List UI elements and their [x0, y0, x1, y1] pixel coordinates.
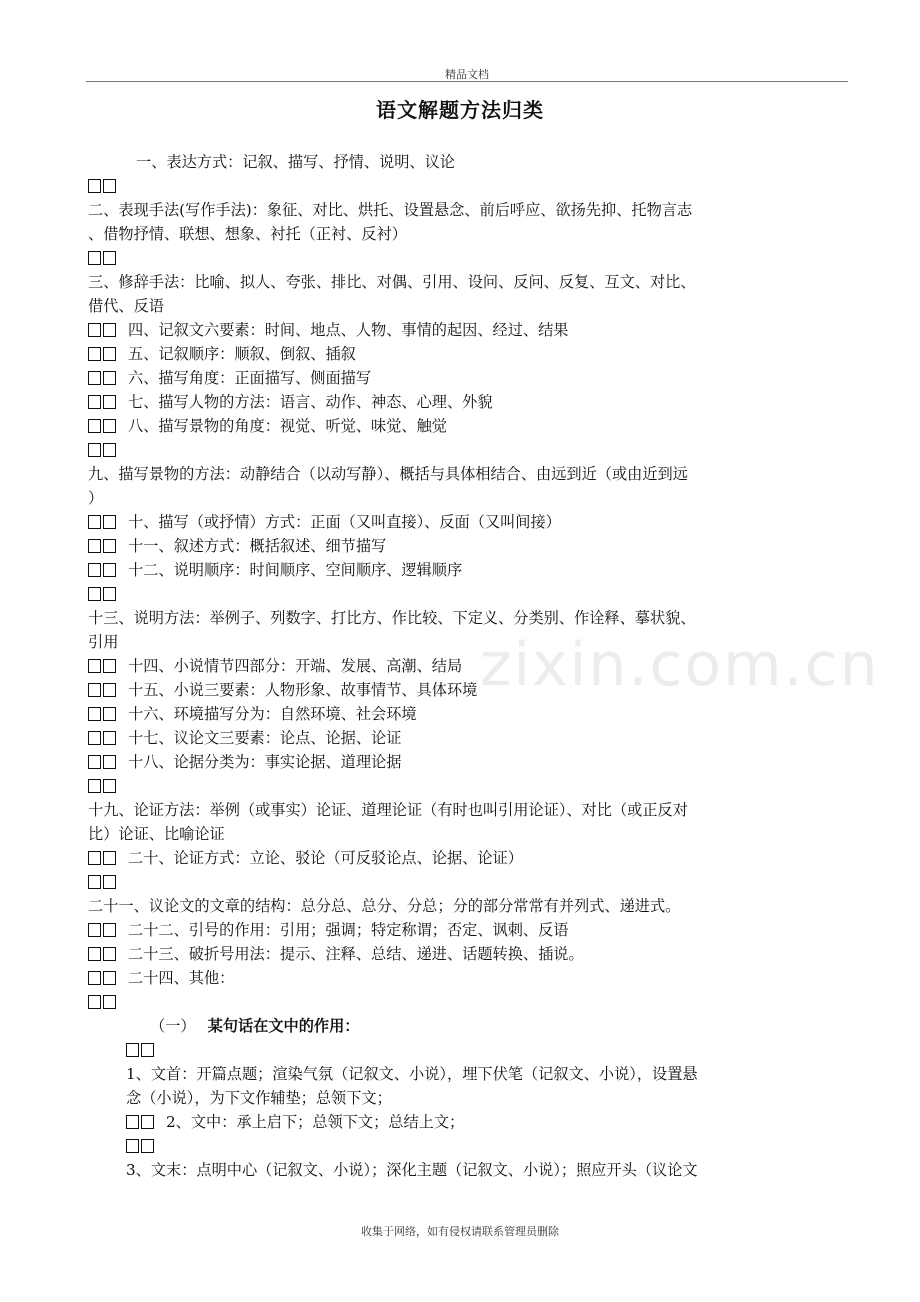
- empty-box-icon: [103, 779, 116, 793]
- empty-box-icon: [103, 347, 116, 361]
- list-item: 二十三、破折号用法：提示、注释、总结、递进、话题转换、插说。: [88, 942, 836, 966]
- empty-box-icon: [88, 539, 101, 553]
- page-footer: 收集于网络，如有侵权请联系管理员删除: [361, 1225, 559, 1238]
- empty-box-icon: [88, 755, 101, 769]
- empty-box-icon: [88, 563, 101, 577]
- empty-box-icon: [88, 419, 101, 433]
- empty-box-icon: [103, 971, 116, 985]
- list-item: 八、描写景物的角度：视觉、听觉、味觉、触觉: [88, 414, 836, 438]
- empty-box-icon: [103, 419, 116, 433]
- empty-box-icon: [88, 395, 101, 409]
- list-item: 十五、小说三要素：人物形象、故事情节、具体环境: [88, 678, 836, 702]
- empty-box-icon: [103, 683, 116, 697]
- empty-box-icon: [88, 779, 101, 793]
- list-item: 二十、论证方式：立论、驳论（可反驳论点、论据、论证）: [88, 846, 836, 870]
- empty-box-icon: [103, 587, 116, 601]
- list-item: 二、表现手法(写作手法)：象征、对比、烘托、设置悬念、前后呼应、欲扬先抑、托物言志: [88, 201, 693, 219]
- list-item: 四、记叙文六要素：时间、地点、人物、事情的起因、经过、结果: [88, 318, 836, 342]
- box-marker-row: [88, 246, 836, 270]
- empty-box-icon: [103, 947, 116, 961]
- page-header: 精品文档: [445, 68, 489, 81]
- list-item: 六、描写角度：正面描写、侧面描写: [88, 366, 836, 390]
- list-item: 十四、小说情节四部分：开端、发展、高潮、结局: [88, 654, 836, 678]
- empty-box-icon: [88, 323, 101, 337]
- box-marker-row: [88, 438, 836, 462]
- list-item: 十、描写（或抒情）方式：正面（又叫直接）、反面（又叫间接）: [88, 510, 836, 534]
- list-item: 一、表达方式：记叙、描写、抒情、说明、议论: [136, 153, 455, 171]
- empty-box-icon: [103, 923, 116, 937]
- empty-box-icon: [103, 659, 116, 673]
- empty-box-icon: [103, 563, 116, 577]
- box-marker-row: [88, 774, 836, 798]
- watermark: zixin.com.cn: [480, 630, 880, 700]
- list-item: 十一、叙述方式：概括叙述、细节描写: [88, 534, 836, 558]
- list-item: 十七、议论文三要素：论点、论据、论证: [88, 726, 836, 750]
- list-item: 3、文末：点明中心（记叙文、小说）；深化主题（记叙文、小说）；照应开头（议论文: [126, 1161, 698, 1179]
- empty-box-icon: [88, 371, 101, 385]
- box-marker-row: [126, 1038, 838, 1062]
- empty-box-icon: [88, 683, 101, 697]
- empty-box-icon: [103, 539, 116, 553]
- list-item: 二十一、议论文的文章的结构：总分总、总分、分总；分的部分常常有并列式、递进式。: [88, 897, 681, 915]
- box-marker-row: [88, 174, 836, 198]
- list-item: 十三、说明方法：举例子、列数字、打比方、作比较、下定义、分类别、作诠释、摹状貌、: [88, 609, 696, 627]
- empty-box-icon: [88, 443, 101, 457]
- empty-box-icon: [103, 755, 116, 769]
- box-marker-row: [88, 870, 836, 894]
- empty-box-icon: [88, 179, 101, 193]
- subsection-heading: （一） 某句话在文中的作用：: [150, 1017, 360, 1035]
- empty-box-icon: [88, 971, 101, 985]
- list-item: 五、记叙顺序：顺叙、倒叙、插叙: [88, 342, 836, 366]
- empty-box-icon: [126, 1043, 139, 1057]
- header-rule: [86, 81, 848, 82]
- empty-box-icon: [126, 1115, 139, 1129]
- list-item: ）: [88, 489, 104, 507]
- empty-box-icon: [103, 179, 116, 193]
- list-item: 二十四、其他：: [88, 966, 836, 990]
- list-item: 三、修辞手法：比喻、拟人、夸张、排比、对偶、引用、设问、反问、反复、互文、对比、: [88, 273, 696, 291]
- list-item: 二十二、引号的作用：引用；强调；特定称谓；否定、讽刺、反语: [88, 918, 836, 942]
- empty-box-icon: [88, 995, 101, 1009]
- empty-box-icon: [141, 1139, 154, 1153]
- empty-box-icon: [103, 395, 116, 409]
- empty-box-icon: [88, 347, 101, 361]
- empty-box-icon: [103, 515, 116, 529]
- subsection: [126, 1014, 838, 1182]
- empty-box-icon: [88, 731, 101, 745]
- empty-box-icon: [88, 587, 101, 601]
- box-marker-row: [88, 582, 836, 606]
- empty-box-icon: [141, 1043, 154, 1057]
- list-item: 引用: [88, 633, 119, 651]
- empty-box-icon: [88, 659, 101, 673]
- empty-box-icon: [103, 323, 116, 337]
- empty-box-icon: [103, 443, 116, 457]
- list-item: 七、描写人物的方法：语言、动作、神态、心理、外貌: [88, 390, 836, 414]
- list-item: 、借物抒情、联想、想象、衬托（正衬、反衬）: [88, 225, 407, 243]
- box-marker-row: [88, 990, 836, 1014]
- list-item: 十八、论据分类为：事实论据、道理论据: [88, 750, 836, 774]
- list-item: 十二、说明顺序：时间顺序、空间顺序、逻辑顺序: [88, 558, 836, 582]
- empty-box-icon: [103, 371, 116, 385]
- document-body: [88, 150, 836, 1014]
- empty-box-icon: [103, 995, 116, 1009]
- document-title: 语文解题方法归类: [376, 98, 544, 122]
- empty-box-icon: [88, 851, 101, 865]
- list-item: 1、文首：开篇点题；渲染气氛（记叙文、小说），埋下伏笔（记叙文、小说），设置悬: [126, 1065, 698, 1083]
- list-item: 2、文中：承上启下；总领下文；总结上文；: [126, 1110, 838, 1134]
- list-item: 十九、论证方法：举例（或事实）论证、道理论证（有时也叫引用论证）、对比（或正反对: [88, 801, 688, 819]
- empty-box-icon: [141, 1115, 154, 1129]
- empty-box-icon: [126, 1139, 139, 1153]
- empty-box-icon: [103, 707, 116, 721]
- list-item: 借代、反语: [88, 297, 164, 315]
- empty-box-icon: [103, 851, 116, 865]
- list-item: 十六、环境描写分为：自然环境、社会环境: [88, 702, 836, 726]
- list-item: 九、描写景物的方法：动静结合（以动写静）、概括与具体相结合、由远到近（或由近到远: [88, 465, 688, 483]
- empty-box-icon: [103, 251, 116, 265]
- box-marker-row: [126, 1134, 838, 1158]
- empty-box-icon: [88, 923, 101, 937]
- empty-box-icon: [103, 731, 116, 745]
- empty-box-icon: [88, 251, 101, 265]
- list-item: 比）论证、比喻论证: [88, 825, 225, 843]
- list-item: 念（小说），为下文作辅垫；总领下文；: [126, 1089, 392, 1107]
- empty-box-icon: [88, 947, 101, 961]
- empty-box-icon: [103, 875, 116, 889]
- empty-box-icon: [88, 875, 101, 889]
- empty-box-icon: [88, 707, 101, 721]
- empty-box-icon: [88, 515, 101, 529]
